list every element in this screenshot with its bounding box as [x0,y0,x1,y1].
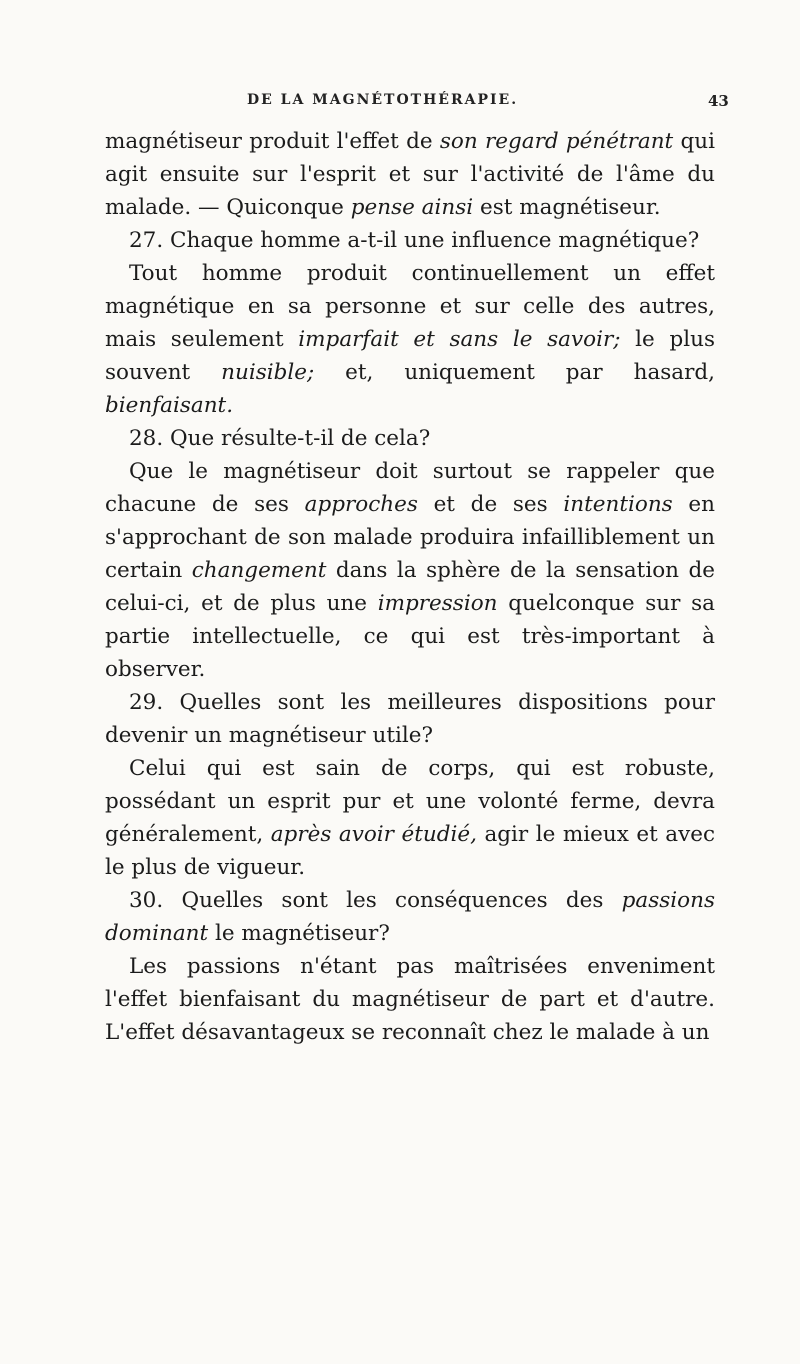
answer-27 [105,257,715,422]
italic-text: nuisible; [221,360,315,385]
answer-28 [105,455,715,686]
text-run: Celui qui est sain de corps, qui est robuste, possédant un esprit pur et une volonté ferme, devra généralement, [105,756,715,847]
italic-text: après avoir étudié, [270,822,477,847]
text-run: et, uniquement par hasard, [314,360,715,385]
text-run: 29. Quelles sont les meilleures dispositions pour devenir un magnétiseur utile? [105,690,715,748]
italic-text: imparfait et sans le savoir; [298,327,621,352]
italic-text: approches [304,492,418,517]
question-28 [105,422,715,455]
text-run: dans la sphère de la sensation de celui-ci, et de plus une [105,558,715,616]
italic-text: bienfaisant. [105,393,234,418]
text-run: Que le magnétiseur doit surtout se rappeler que chacune de ses [105,459,715,517]
text-run: en s'approchant de son malade produira infailliblement un certain [105,492,716,583]
text-run: qui agit ensuite sur l'esprit et sur l'activité de l'âme du malade. — Quiconque [105,129,715,220]
italic-text: impression [377,591,498,616]
italic-text: pense ainsi [350,195,474,220]
text-run: Tout homme produit continuellement un effet magnétique en sa personne et sur celle des autres, mais seulement [105,261,715,352]
page-header [0,92,800,116]
text-run: Les passions n'étant pas maîtrisées enveniment l'effet bienfaisant du magnétiseur de part et d'autre. L'effet désavantageux se reconnaît chez le malade à un [105,954,715,1045]
text-run: quelconque sur sa partie intellectuelle, ce qui est très-important à observer. [105,591,715,682]
italic-text: intentions [563,492,673,517]
text-run: agir le mieux et avec le plus de vigueur. [105,822,715,880]
text-run: le plus souvent [105,327,715,385]
text-run: 27. Chaque homme a-t-il une influence magnétique? [129,228,700,253]
answer-29 [105,752,715,884]
text-run: est magnétiseur. [473,195,661,220]
answer-30 [105,950,715,1049]
paragraph-continuation [105,125,715,224]
body-text [105,125,715,1049]
question-29 [105,686,715,752]
text-run: 28. Que résulte-t-il de cela? [129,426,431,451]
italic-text: changement [191,558,327,583]
running-head: DE LA MAGNÉTOTHÉRAPIE. [247,92,519,108]
italic-text: passions dominant [105,888,715,946]
page-number: 43 [708,92,729,110]
text-run: et de ses [417,492,564,517]
question-27 [105,224,715,257]
text-run: magnétiseur produit l'effet de [105,129,440,154]
italic-text: son regard pénétrant [439,129,674,154]
question-30 [105,884,715,950]
text-run: le magnétiseur? [208,921,390,946]
text-run: 30. Quelles sont les conséquences des [129,888,622,913]
